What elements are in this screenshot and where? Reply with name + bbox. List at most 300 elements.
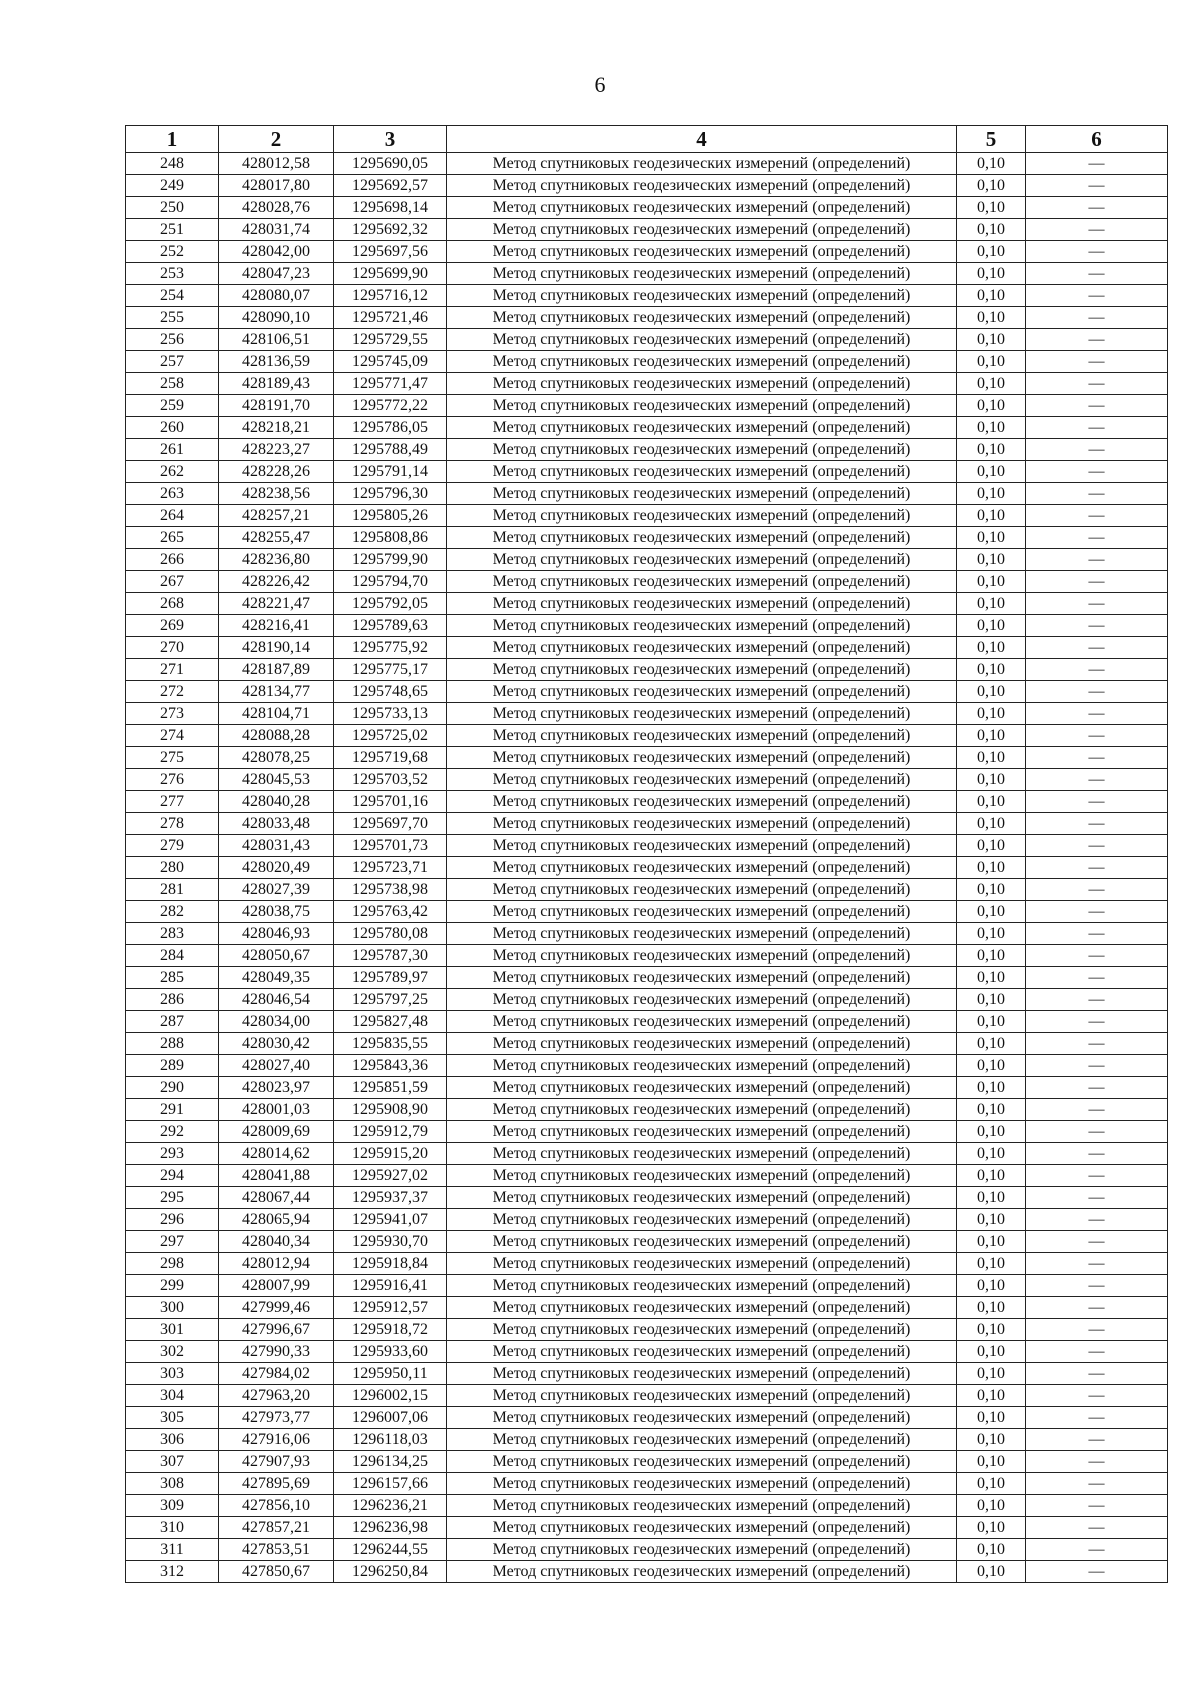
- method-cell: Метод спутниковых геодезических измерений (определений): [447, 263, 957, 285]
- accuracy-cell: 0,10: [957, 725, 1026, 747]
- method-cell: Метод спутниковых геодезических измерений (определений): [447, 615, 957, 637]
- note-cell: —: [1026, 439, 1168, 461]
- method-cell: Метод спутниковых геодезических измерений (определений): [447, 747, 957, 769]
- y-coordinate-cell: 1295748,65: [334, 681, 447, 703]
- y-coordinate-cell: 1296002,15: [334, 1385, 447, 1407]
- y-coordinate-cell: 1295908,90: [334, 1099, 447, 1121]
- accuracy-cell: 0,10: [957, 241, 1026, 263]
- x-coordinate-cell: 427916,06: [219, 1429, 334, 1451]
- accuracy-cell: 0,10: [957, 1297, 1026, 1319]
- y-coordinate-cell: 1295780,08: [334, 923, 447, 945]
- method-cell: Метод спутниковых геодезических измерений (определений): [447, 1319, 957, 1341]
- y-coordinate-cell: 1295745,09: [334, 351, 447, 373]
- y-coordinate-cell: 1295915,20: [334, 1143, 447, 1165]
- table-row: [126, 923, 1168, 945]
- table-row: [126, 659, 1168, 681]
- x-coordinate-cell: 428216,41: [219, 615, 334, 637]
- table-row: [126, 439, 1168, 461]
- point-number-cell: 281: [126, 879, 219, 901]
- y-coordinate-cell: 1295827,48: [334, 1011, 447, 1033]
- x-coordinate-cell: 428020,49: [219, 857, 334, 879]
- point-number-cell: 266: [126, 549, 219, 571]
- note-cell: —: [1026, 1099, 1168, 1121]
- point-number-cell: 275: [126, 747, 219, 769]
- point-number-cell: 282: [126, 901, 219, 923]
- accuracy-cell: 0,10: [957, 417, 1026, 439]
- note-cell: —: [1026, 395, 1168, 417]
- point-number-cell: 283: [126, 923, 219, 945]
- point-number-cell: 302: [126, 1341, 219, 1363]
- point-number-cell: 248: [126, 153, 219, 175]
- method-cell: Метод спутниковых геодезических измерений (определений): [447, 659, 957, 681]
- note-cell: —: [1026, 703, 1168, 725]
- table-row: [126, 285, 1168, 307]
- table-row: [126, 1407, 1168, 1429]
- accuracy-cell: 0,10: [957, 1143, 1026, 1165]
- point-number-cell: 305: [126, 1407, 219, 1429]
- x-coordinate-cell: 427895,69: [219, 1473, 334, 1495]
- point-number-cell: 304: [126, 1385, 219, 1407]
- x-coordinate-cell: 427907,93: [219, 1451, 334, 1473]
- table-body: [126, 153, 1168, 1583]
- accuracy-cell: 0,10: [957, 1077, 1026, 1099]
- x-coordinate-cell: 427850,67: [219, 1561, 334, 1583]
- y-coordinate-cell: 1295788,49: [334, 439, 447, 461]
- note-cell: —: [1026, 1539, 1168, 1561]
- accuracy-cell: 0,10: [957, 615, 1026, 637]
- accuracy-cell: 0,10: [957, 659, 1026, 681]
- y-coordinate-cell: 1295725,02: [334, 725, 447, 747]
- point-number-cell: 254: [126, 285, 219, 307]
- method-cell: Метод спутниковых геодезических измерений (определений): [447, 1231, 957, 1253]
- note-cell: —: [1026, 1385, 1168, 1407]
- y-coordinate-cell: 1295698,14: [334, 197, 447, 219]
- y-coordinate-cell: 1295763,42: [334, 901, 447, 923]
- table-row: [126, 219, 1168, 241]
- x-coordinate-cell: 428014,62: [219, 1143, 334, 1165]
- coordinates-table: [125, 125, 1168, 1583]
- note-cell: —: [1026, 857, 1168, 879]
- x-coordinate-cell: 428027,39: [219, 879, 334, 901]
- table-row: [126, 527, 1168, 549]
- y-coordinate-cell: 1295716,12: [334, 285, 447, 307]
- table-row: [126, 153, 1168, 175]
- note-cell: —: [1026, 637, 1168, 659]
- accuracy-cell: 0,10: [957, 1407, 1026, 1429]
- x-coordinate-cell: 428218,21: [219, 417, 334, 439]
- point-number-cell: 255: [126, 307, 219, 329]
- accuracy-cell: 0,10: [957, 593, 1026, 615]
- note-cell: —: [1026, 1407, 1168, 1429]
- y-coordinate-cell: 1295916,41: [334, 1275, 447, 1297]
- method-cell: Метод спутниковых геодезических измерений (определений): [447, 351, 957, 373]
- method-cell: Метод спутниковых геодезических измерений (определений): [447, 1451, 957, 1473]
- note-cell: —: [1026, 681, 1168, 703]
- note-cell: —: [1026, 615, 1168, 637]
- note-cell: —: [1026, 1209, 1168, 1231]
- table-row: [126, 1209, 1168, 1231]
- y-coordinate-cell: 1295912,79: [334, 1121, 447, 1143]
- table-row: [126, 681, 1168, 703]
- x-coordinate-cell: 428189,43: [219, 373, 334, 395]
- note-cell: —: [1026, 175, 1168, 197]
- column-header-1: 1: [126, 126, 219, 153]
- y-coordinate-cell: 1295775,17: [334, 659, 447, 681]
- column-header-5: 5: [957, 126, 1026, 153]
- method-cell: Метод спутниковых геодезических измерений (определений): [447, 461, 957, 483]
- x-coordinate-cell: 428034,00: [219, 1011, 334, 1033]
- accuracy-cell: 0,10: [957, 901, 1026, 923]
- table-row: [126, 1517, 1168, 1539]
- y-coordinate-cell: 1295721,46: [334, 307, 447, 329]
- x-coordinate-cell: 428031,74: [219, 219, 334, 241]
- y-coordinate-cell: 1295719,68: [334, 747, 447, 769]
- point-number-cell: 298: [126, 1253, 219, 1275]
- accuracy-cell: 0,10: [957, 989, 1026, 1011]
- point-number-cell: 288: [126, 1033, 219, 1055]
- note-cell: —: [1026, 593, 1168, 615]
- method-cell: Метод спутниковых геодезических измерений (определений): [447, 989, 957, 1011]
- y-coordinate-cell: 1295933,60: [334, 1341, 447, 1363]
- method-cell: Метод спутниковых геодезических измерений (определений): [447, 1539, 957, 1561]
- y-coordinate-cell: 1295723,71: [334, 857, 447, 879]
- note-cell: —: [1026, 461, 1168, 483]
- table-row: [126, 593, 1168, 615]
- column-header-3: 3: [334, 126, 447, 153]
- table-row: [126, 857, 1168, 879]
- point-number-cell: 257: [126, 351, 219, 373]
- y-coordinate-cell: 1295796,30: [334, 483, 447, 505]
- table-row: [126, 329, 1168, 351]
- table-row: [126, 1539, 1168, 1561]
- x-coordinate-cell: 428038,75: [219, 901, 334, 923]
- point-number-cell: 278: [126, 813, 219, 835]
- column-header-6: 6: [1026, 126, 1168, 153]
- point-number-cell: 258: [126, 373, 219, 395]
- note-cell: —: [1026, 285, 1168, 307]
- method-cell: Метод спутниковых геодезических измерений (определений): [447, 703, 957, 725]
- method-cell: Метод спутниковых геодезических измерений (определений): [447, 549, 957, 571]
- table-row: [126, 835, 1168, 857]
- note-cell: —: [1026, 923, 1168, 945]
- y-coordinate-cell: 1295791,14: [334, 461, 447, 483]
- method-cell: Метод спутниковых геодезических измерений (определений): [447, 1033, 957, 1055]
- y-coordinate-cell: 1295805,26: [334, 505, 447, 527]
- note-cell: —: [1026, 263, 1168, 285]
- x-coordinate-cell: 428191,70: [219, 395, 334, 417]
- table-row: [126, 307, 1168, 329]
- accuracy-cell: 0,10: [957, 263, 1026, 285]
- method-cell: Метод спутниковых геодезических измерений (определений): [447, 879, 957, 901]
- table-row: [126, 1099, 1168, 1121]
- point-number-cell: 251: [126, 219, 219, 241]
- x-coordinate-cell: 427857,21: [219, 1517, 334, 1539]
- column-header-4: 4: [447, 126, 957, 153]
- y-coordinate-cell: 1295789,63: [334, 615, 447, 637]
- method-cell: Метод спутниковых геодезических измерений (определений): [447, 857, 957, 879]
- table-row: [126, 1231, 1168, 1253]
- point-number-cell: 253: [126, 263, 219, 285]
- x-coordinate-cell: 428067,44: [219, 1187, 334, 1209]
- x-coordinate-cell: 427984,02: [219, 1363, 334, 1385]
- note-cell: —: [1026, 1429, 1168, 1451]
- note-cell: —: [1026, 483, 1168, 505]
- y-coordinate-cell: 1295786,05: [334, 417, 447, 439]
- point-number-cell: 285: [126, 967, 219, 989]
- table-row: [126, 615, 1168, 637]
- x-coordinate-cell: 427996,67: [219, 1319, 334, 1341]
- note-cell: —: [1026, 1011, 1168, 1033]
- note-cell: —: [1026, 153, 1168, 175]
- method-cell: Метод спутниковых геодезических измерений (определений): [447, 395, 957, 417]
- method-cell: Метод спутниковых геодезических измерений (определений): [447, 967, 957, 989]
- note-cell: —: [1026, 1363, 1168, 1385]
- point-number-cell: 279: [126, 835, 219, 857]
- x-coordinate-cell: 428226,42: [219, 571, 334, 593]
- x-coordinate-cell: 428080,07: [219, 285, 334, 307]
- y-coordinate-cell: 1295851,59: [334, 1077, 447, 1099]
- point-number-cell: 256: [126, 329, 219, 351]
- accuracy-cell: 0,10: [957, 483, 1026, 505]
- method-cell: Метод спутниковых геодезических измерений (определений): [447, 417, 957, 439]
- point-number-cell: 263: [126, 483, 219, 505]
- accuracy-cell: 0,10: [957, 703, 1026, 725]
- table-row: [126, 813, 1168, 835]
- method-cell: Метод спутниковых геодезических измерений (определений): [447, 1187, 957, 1209]
- x-coordinate-cell: 428047,23: [219, 263, 334, 285]
- accuracy-cell: 0,10: [957, 1231, 1026, 1253]
- y-coordinate-cell: 1295930,70: [334, 1231, 447, 1253]
- table-row: [126, 879, 1168, 901]
- method-cell: Метод спутниковых геодезических измерений (определений): [447, 527, 957, 549]
- note-cell: —: [1026, 351, 1168, 373]
- x-coordinate-cell: 428088,28: [219, 725, 334, 747]
- table-row: [126, 1363, 1168, 1385]
- x-coordinate-cell: 428023,97: [219, 1077, 334, 1099]
- point-number-cell: 262: [126, 461, 219, 483]
- table-row: [126, 373, 1168, 395]
- point-number-cell: 273: [126, 703, 219, 725]
- table-row: [126, 1143, 1168, 1165]
- method-cell: Метод спутниковых геодезических измерений (определений): [447, 241, 957, 263]
- note-cell: —: [1026, 1033, 1168, 1055]
- y-coordinate-cell: 1295843,36: [334, 1055, 447, 1077]
- point-number-cell: 268: [126, 593, 219, 615]
- y-coordinate-cell: 1295835,55: [334, 1033, 447, 1055]
- note-cell: —: [1026, 813, 1168, 835]
- point-number-cell: 277: [126, 791, 219, 813]
- accuracy-cell: 0,10: [957, 1341, 1026, 1363]
- y-coordinate-cell: 1295950,11: [334, 1363, 447, 1385]
- table-row: [126, 1275, 1168, 1297]
- y-coordinate-cell: 1295701,16: [334, 791, 447, 813]
- note-cell: —: [1026, 549, 1168, 571]
- accuracy-cell: 0,10: [957, 153, 1026, 175]
- note-cell: —: [1026, 1297, 1168, 1319]
- y-coordinate-cell: 1296157,66: [334, 1473, 447, 1495]
- table-row: [126, 197, 1168, 219]
- x-coordinate-cell: 427973,77: [219, 1407, 334, 1429]
- point-number-cell: 303: [126, 1363, 219, 1385]
- y-coordinate-cell: 1296236,98: [334, 1517, 447, 1539]
- point-number-cell: 297: [126, 1231, 219, 1253]
- table-header-row: [126, 126, 1168, 153]
- accuracy-cell: 0,10: [957, 373, 1026, 395]
- x-coordinate-cell: 428221,47: [219, 593, 334, 615]
- note-cell: —: [1026, 747, 1168, 769]
- x-coordinate-cell: 427999,46: [219, 1297, 334, 1319]
- x-coordinate-cell: 428106,51: [219, 329, 334, 351]
- accuracy-cell: 0,10: [957, 747, 1026, 769]
- note-cell: —: [1026, 307, 1168, 329]
- method-cell: Метод спутниковых геодезических измерений (определений): [447, 1209, 957, 1231]
- point-number-cell: 291: [126, 1099, 219, 1121]
- point-number-cell: 265: [126, 527, 219, 549]
- point-number-cell: 261: [126, 439, 219, 461]
- point-number-cell: 296: [126, 1209, 219, 1231]
- accuracy-cell: 0,10: [957, 835, 1026, 857]
- method-cell: Метод спутниковых геодезических измерений (определений): [447, 219, 957, 241]
- accuracy-cell: 0,10: [957, 1253, 1026, 1275]
- method-cell: Метод спутниковых геодезических измерений (определений): [447, 901, 957, 923]
- method-cell: Метод спутниковых геодезических измерений (определений): [447, 1341, 957, 1363]
- method-cell: Метод спутниковых геодезических измерений (определений): [447, 329, 957, 351]
- y-coordinate-cell: 1295912,57: [334, 1297, 447, 1319]
- accuracy-cell: 0,10: [957, 285, 1026, 307]
- accuracy-cell: 0,10: [957, 571, 1026, 593]
- note-cell: —: [1026, 417, 1168, 439]
- accuracy-cell: 0,10: [957, 945, 1026, 967]
- point-number-cell: 260: [126, 417, 219, 439]
- x-coordinate-cell: 428033,48: [219, 813, 334, 835]
- point-number-cell: 290: [126, 1077, 219, 1099]
- note-cell: —: [1026, 1275, 1168, 1297]
- accuracy-cell: 0,10: [957, 637, 1026, 659]
- point-number-cell: 286: [126, 989, 219, 1011]
- x-coordinate-cell: 427963,20: [219, 1385, 334, 1407]
- accuracy-cell: 0,10: [957, 1319, 1026, 1341]
- x-coordinate-cell: 428046,93: [219, 923, 334, 945]
- note-cell: —: [1026, 219, 1168, 241]
- table-row: [126, 989, 1168, 1011]
- y-coordinate-cell: 1295733,13: [334, 703, 447, 725]
- point-number-cell: 259: [126, 395, 219, 417]
- note-cell: —: [1026, 1121, 1168, 1143]
- accuracy-cell: 0,10: [957, 1209, 1026, 1231]
- y-coordinate-cell: 1295797,25: [334, 989, 447, 1011]
- table-row: [126, 1187, 1168, 1209]
- method-cell: Метод спутниковых геодезических измерений (определений): [447, 945, 957, 967]
- table-row: [126, 747, 1168, 769]
- x-coordinate-cell: 428190,14: [219, 637, 334, 659]
- accuracy-cell: 0,10: [957, 1561, 1026, 1583]
- table-row: [126, 901, 1168, 923]
- x-coordinate-cell: 428136,59: [219, 351, 334, 373]
- note-cell: —: [1026, 1165, 1168, 1187]
- method-cell: Метод спутниковых геодезических измерений (определений): [447, 1011, 957, 1033]
- point-number-cell: 309: [126, 1495, 219, 1517]
- x-coordinate-cell: 428040,28: [219, 791, 334, 813]
- note-cell: —: [1026, 1561, 1168, 1583]
- point-number-cell: 274: [126, 725, 219, 747]
- x-coordinate-cell: 428255,47: [219, 527, 334, 549]
- x-coordinate-cell: 427990,33: [219, 1341, 334, 1363]
- accuracy-cell: 0,10: [957, 1011, 1026, 1033]
- y-coordinate-cell: 1295775,92: [334, 637, 447, 659]
- y-coordinate-cell: 1296244,55: [334, 1539, 447, 1561]
- accuracy-cell: 0,10: [957, 549, 1026, 571]
- table-row: [126, 395, 1168, 417]
- method-cell: Метод спутниковых геодезических измерений (определений): [447, 1517, 957, 1539]
- y-coordinate-cell: 1296250,84: [334, 1561, 447, 1583]
- accuracy-cell: 0,10: [957, 439, 1026, 461]
- table-row: [126, 1319, 1168, 1341]
- table-row: [126, 417, 1168, 439]
- x-coordinate-cell: 428007,99: [219, 1275, 334, 1297]
- method-cell: Метод спутниковых геодезических измерений (определений): [447, 571, 957, 593]
- point-number-cell: 264: [126, 505, 219, 527]
- y-coordinate-cell: 1295729,55: [334, 329, 447, 351]
- y-coordinate-cell: 1295787,30: [334, 945, 447, 967]
- accuracy-cell: 0,10: [957, 461, 1026, 483]
- x-coordinate-cell: 428257,21: [219, 505, 334, 527]
- point-number-cell: 267: [126, 571, 219, 593]
- note-cell: —: [1026, 1473, 1168, 1495]
- x-coordinate-cell: 428028,76: [219, 197, 334, 219]
- accuracy-cell: 0,10: [957, 813, 1026, 835]
- x-coordinate-cell: 428012,94: [219, 1253, 334, 1275]
- point-number-cell: 284: [126, 945, 219, 967]
- method-cell: Метод спутниковых геодезических измерений (определений): [447, 1495, 957, 1517]
- point-number-cell: 310: [126, 1517, 219, 1539]
- accuracy-cell: 0,10: [957, 879, 1026, 901]
- table-row: [126, 967, 1168, 989]
- x-coordinate-cell: 428030,42: [219, 1033, 334, 1055]
- point-number-cell: 293: [126, 1143, 219, 1165]
- method-cell: Метод спутниковых геодезических измерений (определений): [447, 285, 957, 307]
- accuracy-cell: 0,10: [957, 175, 1026, 197]
- accuracy-cell: 0,10: [957, 1033, 1026, 1055]
- table-row: [126, 1077, 1168, 1099]
- y-coordinate-cell: 1296236,21: [334, 1495, 447, 1517]
- table-row: [126, 725, 1168, 747]
- note-cell: —: [1026, 901, 1168, 923]
- note-cell: —: [1026, 1517, 1168, 1539]
- accuracy-cell: 0,10: [957, 791, 1026, 813]
- note-cell: —: [1026, 329, 1168, 351]
- y-coordinate-cell: 1295692,57: [334, 175, 447, 197]
- table-row: [126, 1495, 1168, 1517]
- method-cell: Метод спутниковых геодезических измерений (определений): [447, 1275, 957, 1297]
- note-cell: —: [1026, 879, 1168, 901]
- method-cell: Метод спутниковых геодезических измерений (определений): [447, 1297, 957, 1319]
- accuracy-cell: 0,10: [957, 1517, 1026, 1539]
- table-row: [126, 1011, 1168, 1033]
- x-coordinate-cell: 428228,26: [219, 461, 334, 483]
- method-cell: Метод спутниковых геодезических измерений (определений): [447, 791, 957, 813]
- point-number-cell: 250: [126, 197, 219, 219]
- accuracy-cell: 0,10: [957, 1473, 1026, 1495]
- accuracy-cell: 0,10: [957, 1363, 1026, 1385]
- method-cell: Метод спутниковых геодезических измерений (определений): [447, 1253, 957, 1275]
- table-row: [126, 1385, 1168, 1407]
- note-cell: —: [1026, 197, 1168, 219]
- accuracy-cell: 0,10: [957, 1187, 1026, 1209]
- point-number-cell: 294: [126, 1165, 219, 1187]
- point-number-cell: 307: [126, 1451, 219, 1473]
- method-cell: Метод спутниковых геодезических измерений (определений): [447, 1385, 957, 1407]
- x-coordinate-cell: 428027,40: [219, 1055, 334, 1077]
